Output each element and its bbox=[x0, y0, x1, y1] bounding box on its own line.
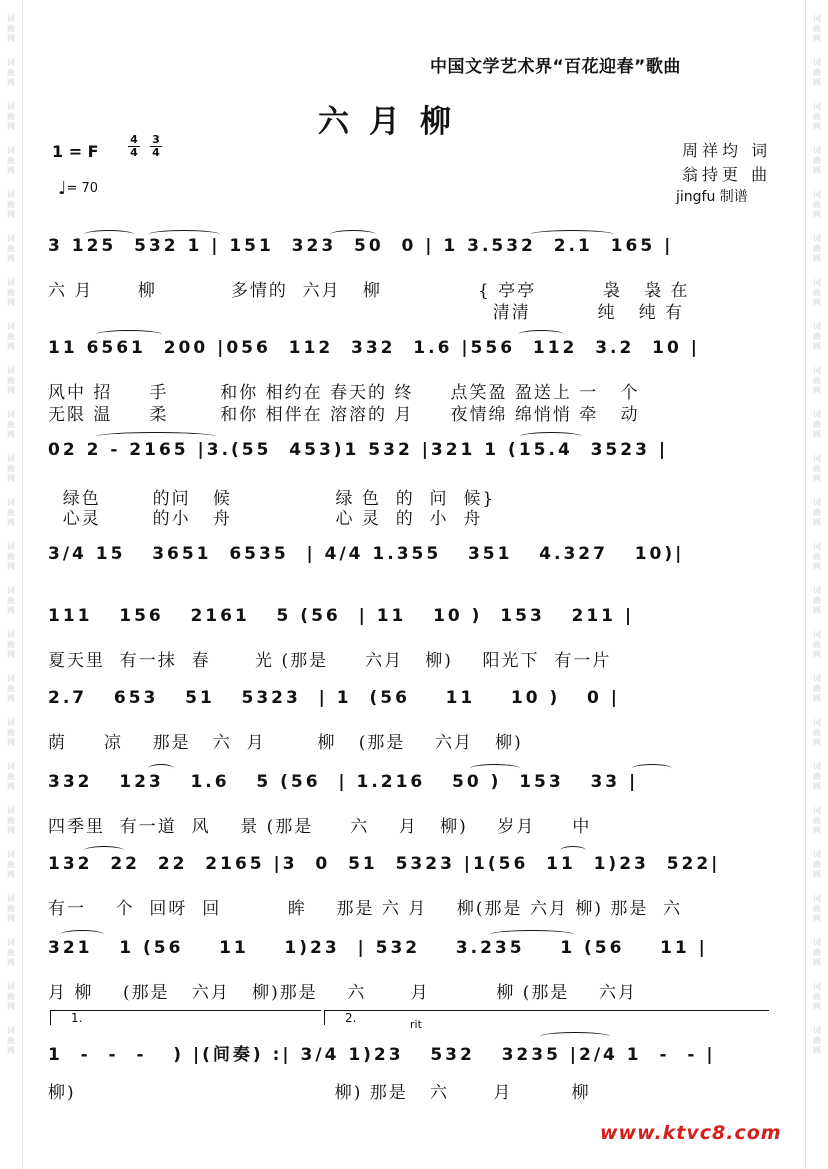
left-watermark-strip bbox=[0, 0, 23, 1169]
time-sig-bottom: 4 bbox=[150, 146, 162, 159]
time-signature bbox=[150, 134, 162, 159]
watermark-text: 词 曲 网 bbox=[813, 586, 821, 615]
notation-line: 321 1 (56 11 1)23 | 532 3.235 1 (56 11 | bbox=[48, 938, 708, 958]
watermark-text: 词 曲 网 bbox=[7, 542, 15, 571]
watermark-text: 词 曲 网 bbox=[813, 498, 821, 527]
watermark-text: 词 曲 网 bbox=[7, 674, 15, 703]
watermark-text: 词 曲 网 bbox=[813, 14, 821, 43]
watermark-text: 词 曲 网 bbox=[7, 806, 15, 835]
lyric-line: 清清 纯 纯 有 bbox=[478, 303, 685, 323]
notation-line: 1 - - - ) |(间奏) :| 3/4 1)23 532 3235 |2/4 1 - - | bbox=[48, 1045, 716, 1065]
watermark-text: 词 曲 网 bbox=[813, 102, 821, 131]
watermark-text: 词 曲 网 bbox=[7, 938, 15, 967]
notation-line: 3 125 532 1 | 151 323 50 0 | 1 3.532 2.1 165 | bbox=[48, 236, 674, 256]
watermark-text: 词 曲 网 bbox=[7, 894, 15, 923]
watermark-text: 词 曲 网 bbox=[813, 894, 821, 923]
notation-line: 111 156 2161 5 (56 | 11 10 ) 153 211 | bbox=[48, 606, 635, 626]
watermark-text: 词 曲 网 bbox=[813, 146, 821, 175]
watermark-text: 词 曲 网 bbox=[7, 58, 15, 87]
key-signature: 1 = F bbox=[52, 142, 99, 161]
watermark-text: 词 曲 网 bbox=[7, 498, 15, 527]
lyric-line: { 亭亭 袅 袅 在 bbox=[478, 281, 690, 301]
lyricist-credit: 周祥均 词 bbox=[682, 141, 772, 160]
watermark-text: 词 曲 网 bbox=[813, 850, 821, 879]
watermark-text: 词 曲 网 bbox=[7, 14, 15, 43]
watermark-text: 词 曲 网 bbox=[7, 102, 15, 131]
watermark-text: 词 曲 网 bbox=[813, 982, 821, 1011]
watermark-text: 词 曲 网 bbox=[813, 366, 821, 395]
lyric-line: 心灵 的小 舟 心 灵 的 小 舟 bbox=[48, 509, 483, 529]
watermark-text: 词 曲 网 bbox=[7, 630, 15, 659]
arranger-credit: jingfu 制谱 bbox=[676, 189, 748, 205]
watermark-text: 词 曲 网 bbox=[7, 366, 15, 395]
notation-line: 02 2 - 2165 |3.(55 453)1 532 |321 1 (15.4 3523 | bbox=[48, 440, 669, 460]
watermark-text: 词 曲 网 bbox=[813, 542, 821, 571]
site-watermark: www.ktvc8.com bbox=[600, 1122, 782, 1144]
lyric-line: 有一 个 回呀 回 眸 那是 六 月 柳(那是 六月 柳) 那是 六 bbox=[48, 899, 683, 919]
lyric-line: 六 月 柳 多情的 六月 柳 bbox=[48, 281, 382, 301]
watermark-text: 词 曲 网 bbox=[813, 410, 821, 439]
watermark-text: 词 曲 网 bbox=[7, 278, 15, 307]
watermark-text: 词 曲 网 bbox=[7, 234, 15, 263]
volta-second-ending: 2. bbox=[324, 1010, 769, 1025]
watermark-text: 词 曲 网 bbox=[7, 190, 15, 219]
watermark-text: 词 曲 网 bbox=[813, 190, 821, 219]
right-watermark-strip bbox=[805, 0, 828, 1169]
watermark-text: 词 曲 网 bbox=[813, 938, 821, 967]
watermark-text: 词 曲 网 bbox=[813, 234, 821, 263]
watermark-text: 词 曲 网 bbox=[813, 630, 821, 659]
watermark-text: 词 曲 网 bbox=[813, 58, 821, 87]
watermark-text: 词 曲 网 bbox=[813, 322, 821, 351]
composer-credit: 翁持更 曲 bbox=[682, 165, 772, 184]
watermark-text: 词 曲 网 bbox=[7, 146, 15, 175]
lyric-line: 夏天里 有一抹 春 光 (那是 六月 柳) 阳光下 有一片 bbox=[48, 651, 612, 671]
watermark-text: 词 曲 网 bbox=[7, 1026, 15, 1055]
lyric-line: 荫 凉 那是 六 月 柳 (那是 六月 柳) bbox=[48, 733, 523, 753]
ritardando-mark: rit bbox=[410, 1018, 422, 1031]
quarter-note-icon: ♩ bbox=[58, 178, 67, 199]
page-title: 六月柳 bbox=[318, 104, 471, 140]
watermark-text: 词 曲 网 bbox=[7, 322, 15, 351]
time-sig-bottom: 4 bbox=[128, 146, 140, 159]
tempo-value: = 70 bbox=[66, 181, 99, 196]
watermark-text: 词 曲 网 bbox=[813, 762, 821, 791]
watermark-text: 词 曲 网 bbox=[813, 1026, 821, 1055]
notation-line: 2.7 653 51 5323 | 1 (56 11 10 ) 0 | bbox=[48, 688, 620, 708]
lyric-line: 月 柳 (那是 六月 柳)那是 六 月 柳 (那是 六月 bbox=[48, 983, 638, 1003]
watermark-text: 词 曲 网 bbox=[7, 762, 15, 791]
watermark-text: 词 曲 网 bbox=[7, 410, 15, 439]
lyric-line: 绿色 的问 候 绿 色 的 问 候} bbox=[48, 489, 496, 509]
watermark-text: 词 曲 网 bbox=[813, 278, 821, 307]
tempo-marking bbox=[58, 178, 98, 199]
watermark-text: 词 曲 网 bbox=[813, 806, 821, 835]
watermark-text: 词 曲 网 bbox=[7, 850, 15, 879]
lyric-line: 风中 招 手 和你 相约在 春天的 终 点笑盈 盈送上 一 个 bbox=[48, 383, 640, 403]
watermark-text: 词 曲 网 bbox=[7, 454, 15, 483]
time-sig-top: 4 bbox=[130, 133, 138, 146]
series-heading: 中国文学艺术界“百花迎春”歌曲 bbox=[430, 57, 681, 77]
lyric-line: 四季里 有一道 风 景 (那是 六 月 柳) 岁月 中 bbox=[48, 817, 592, 837]
watermark-text: 词 曲 网 bbox=[813, 718, 821, 747]
watermark-text: 词 曲 网 bbox=[7, 982, 15, 1011]
lyric-line: 柳) 柳) 那是 六 月 柳 bbox=[48, 1083, 591, 1103]
volta-first-ending: 1. bbox=[50, 1010, 321, 1025]
notation-line: 132 22 22 2165 |3 0 51 5323 |1(56 11 1)23 522| bbox=[48, 854, 721, 874]
lyric-line: 无限 温 柔 和你 相伴在 溶溶的 月 夜情绵 绵悄悄 牵 动 bbox=[48, 405, 640, 425]
notation-line: 11 6561 200 |056 112 332 1.6 |556 112 3.2 10 | bbox=[48, 338, 700, 358]
watermark-text: 词 曲 网 bbox=[813, 674, 821, 703]
watermark-text: 词 曲 网 bbox=[7, 718, 15, 747]
time-signature bbox=[128, 134, 140, 159]
notation-line: 332 123 1.6 5 (56 | 1.216 50 ) 153 33 | bbox=[48, 772, 639, 792]
watermark-text: 词 曲 网 bbox=[813, 454, 821, 483]
watermark-text: 词 曲 网 bbox=[7, 586, 15, 615]
notation-line: 3/4 15 3651 6535 | 4/4 1.355 351 4.327 10)| bbox=[48, 544, 685, 564]
time-sig-top: 3 bbox=[152, 133, 160, 146]
